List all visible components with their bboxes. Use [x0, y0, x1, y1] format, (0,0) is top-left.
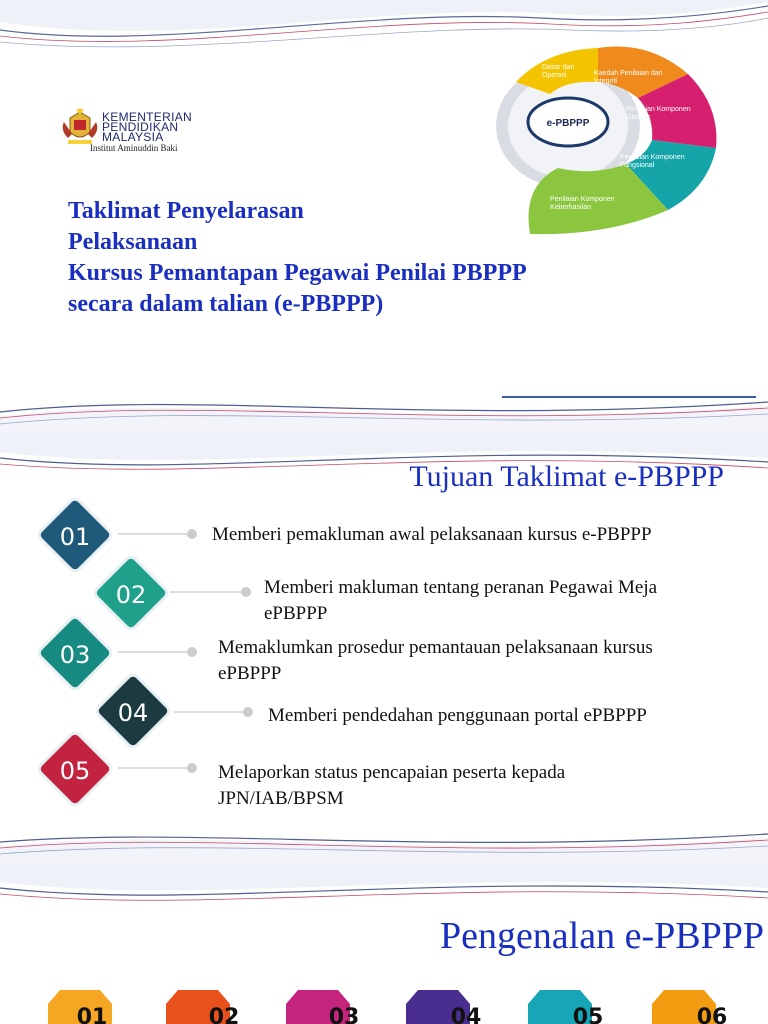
- title-line-4: secara dalam talian (e-PBPPP): [68, 291, 384, 317]
- bottom-wave-decoration: [0, 386, 768, 432]
- objective-3-line-2: ePBPPP: [218, 663, 282, 684]
- objective-5-line-2: JPN/IAB/BPSM: [218, 788, 344, 809]
- objective-5-line-1: Melaporkan status pencapaian peserta kepada: [218, 762, 566, 783]
- ring-label-generik: Penilaian Komponen Generik: [626, 106, 691, 121]
- logo-line-2: PENDIDIKAN: [102, 120, 179, 134]
- hexagon-06: [652, 990, 727, 1024]
- objective-item-2: [264, 575, 657, 627]
- diamond-03-number: 03: [59, 641, 91, 669]
- hexagon-row: [0, 984, 768, 1024]
- ring-label-keberhasilan: Penilaian Komponen Keberhasilan: [550, 196, 615, 211]
- objective-item-5: [218, 760, 565, 812]
- objective-2-line-1: Memberi makluman tentang peranan Pegawai Meja: [264, 577, 658, 598]
- title-line-1: Taklimat Penyelarasan: [68, 198, 304, 224]
- objective-1-line-1: Memberi pemakluman awal pelaksanaan kursus e-PBPPP: [212, 524, 652, 545]
- hexagon-04-number: 04: [450, 1005, 482, 1024]
- objective-4-line-1: Memberi pendedahan penggunaan portal ePBPPP: [268, 705, 647, 726]
- coat-of-arms-logo: [60, 108, 100, 148]
- title-line-3: Kursus Pemantapan Pegawai Penilai PBPPP: [68, 260, 527, 286]
- slide-objectives: [0, 432, 768, 864]
- objective-item-3: [218, 635, 653, 687]
- objectives-title: Tujuan Taklimat e-PBPPP: [409, 460, 724, 493]
- diamond-03: [37, 615, 113, 691]
- hexagon-03-number: 03: [328, 1005, 360, 1024]
- title-line-2: Pelaksanaan: [68, 229, 198, 255]
- diamond-04-number: 04: [117, 699, 149, 727]
- objective-2-line-2: ePBPPP: [264, 603, 328, 624]
- diamond-02-number: 02: [115, 581, 147, 609]
- hexagon-06-number: 06: [696, 1005, 728, 1024]
- top-wave-decoration: [0, 864, 768, 914]
- hexagon-03: [286, 990, 359, 1024]
- hexagon-02-number: 02: [208, 1005, 240, 1024]
- ring-center-label: e-PBPPP: [546, 118, 590, 129]
- bottom-wave-decoration: [0, 826, 768, 864]
- diamond-01: [37, 497, 113, 573]
- hexagon-05: [528, 990, 603, 1024]
- hexagon-01-number: 01: [76, 1005, 108, 1024]
- diamond-01-number: 01: [59, 523, 91, 551]
- slide-introduction: [0, 864, 768, 1024]
- ring-label-kaedah: Kaedah Penilaian dan Integriti: [594, 70, 663, 85]
- ring-label-fungsional: Penilaian Komponen Fungsional: [620, 154, 685, 169]
- objective-item-4: [268, 703, 647, 729]
- introduction-title: Pengenalan e-PBPPP: [439, 915, 764, 957]
- hexagon-04: [406, 990, 481, 1024]
- logo-line-3: MALAYSIA: [102, 130, 164, 144]
- ministry-name: [102, 112, 192, 142]
- slide-title: [0, 0, 768, 432]
- diamond-05-number: 05: [59, 757, 91, 785]
- ring-label-dasar: Dasar dan Operasi: [542, 64, 575, 79]
- diamond-05: [37, 731, 113, 807]
- hexagon-05-number: 05: [572, 1005, 604, 1024]
- hexagon-02: [166, 990, 239, 1024]
- epbppp-ring-diagram: [458, 36, 738, 246]
- logo-line-1: KEMENTERIAN: [102, 110, 192, 124]
- institute-name: Institut Aminuddin Baki: [90, 143, 178, 153]
- objective-item-1: [212, 522, 652, 548]
- hexagon-01: [48, 990, 112, 1024]
- objective-3-line-1: Memaklumkan prosedur pemantauan pelaksanaan kursus: [218, 637, 653, 658]
